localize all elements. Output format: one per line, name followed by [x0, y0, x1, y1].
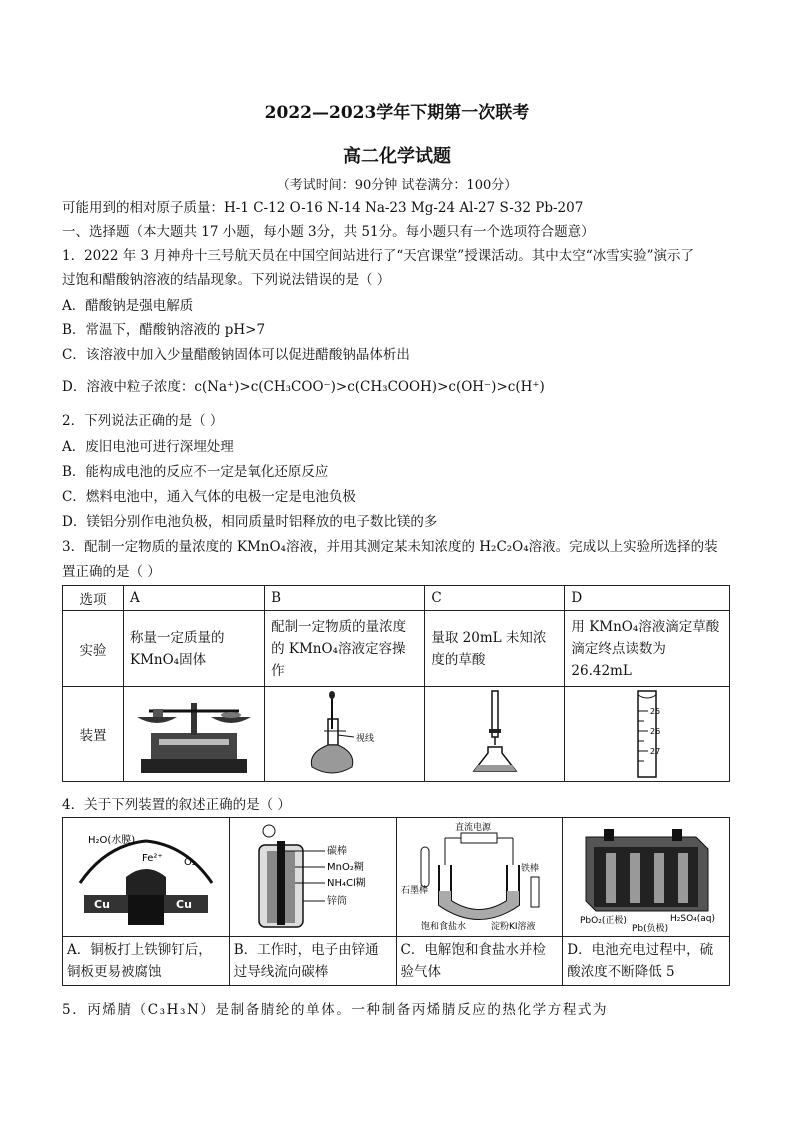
q4-fig-dry-cell — [233, 821, 393, 933]
q3-fig-volumetric-flask — [265, 687, 425, 782]
q4-fig-c-cell — [396, 818, 563, 937]
pbo2-label: PbO₂(正极) — [580, 916, 627, 926]
cu-label-left: Cu — [93, 898, 110, 911]
burette-scale-figure — [582, 689, 712, 779]
h2so4-label: H₂SO₄(aq) — [670, 914, 716, 924]
q2-option-b: B．能构成电池的反应不一定是氧化还原反应 — [62, 464, 329, 480]
volumetric-flask-figure — [280, 689, 410, 779]
q4-fig-lead-battery — [566, 821, 726, 933]
zinc-can-label: 锌筒 — [326, 896, 347, 907]
nh4cl-label: NH₄Cl糊 — [326, 878, 366, 889]
q1-stem-line1: 1．2022 年 3 月神舟十三号航天员在中国空间站进行了“天宫课堂”授课活动。其中太空“冰雪实验”演示了 — [62, 248, 695, 264]
q4-option-c: C．电解饱和食盐水并检验气体 — [396, 937, 563, 986]
section-heading: 一、选择题（本大题共 17 小题，每小题 3分，共 51分。每小题只有一个选项符合题意） — [62, 224, 595, 240]
graphite-label: 石墨棒 — [401, 886, 429, 896]
q3-stem-line2: 置正确的是（ ） — [62, 564, 161, 580]
pb-label: Pb(负极) — [632, 924, 669, 933]
exam-subject-title: 高二化学试题 — [343, 146, 451, 167]
water-film-label: H₂O(水膜) — [87, 835, 136, 846]
q4-option-d: D．电池充电过程中，硫酸浓度不断降低 5 — [563, 937, 730, 986]
q2-option-c: C．燃料电池中，通入气体的电极一定是电池负极 — [62, 489, 356, 505]
q3-option-c-header: C — [425, 586, 565, 611]
q4-table — [62, 817, 730, 986]
cu-label-right: Cu — [175, 898, 192, 911]
q1-option-d: D．溶液中粒子浓度：c(Na⁺)>c(CH₃COO⁻)>c(CH₃COOH)>c(OH⁻)>c(H⁺) — [62, 379, 545, 395]
fe-ion-label: Fe²⁺ — [141, 853, 163, 864]
ki-solution-label: 淀粉KI溶液 — [491, 922, 536, 932]
q3-table — [62, 585, 730, 782]
sightline-label: 视线 — [355, 734, 374, 744]
q1-option-b: B．常温下，醋酸钠溶液的 pH>7 — [62, 322, 266, 338]
q1-option-a: A．醋酸钠是强电解质 — [62, 298, 194, 314]
q3-exp-a: 称量一定质量的 KMnO₄固体 — [124, 611, 265, 687]
q2-stem: 2．下列说法正确的是（ ） — [62, 413, 224, 429]
q4-stem: 4．关于下列装置的叙述正确的是（ ） — [62, 797, 291, 813]
q4-option-a: A．铜板打上铁铆钉后，铜板更易被腐蚀 — [63, 937, 230, 986]
q2-option-d: D．镁铝分别作电池负极，相同质量时铝释放的电子数比镁的多 — [62, 514, 438, 530]
q3-option-b-header: B — [265, 586, 425, 611]
q4-fig-b-cell — [229, 818, 396, 937]
balance-figure — [129, 689, 259, 779]
q3-exp-c: 量取 20mL 未知浓度的草酸 — [425, 611, 565, 687]
q3-exp-d: 用 KMnO₄溶液滴定草酸滴定终点读数为 26.42mL — [565, 611, 730, 687]
q3-fig-burette-reading — [565, 687, 730, 782]
iron-rod-label: 铁棒 — [521, 864, 540, 874]
tick-25: 25 — [650, 707, 661, 716]
q3-row-apparatus: 装置 — [63, 687, 124, 782]
q4-fig-electrolysis — [399, 821, 559, 933]
q5-stem: 5．丙烯腈（C₃H₃N）是制备腈纶的单体。一种制备丙烯腈反应的热化学方程式为 — [62, 1002, 609, 1018]
q4-option-b: B．工作时，电子由锌通过导线流向碳棒 — [229, 937, 396, 986]
q3-fig-balance — [124, 687, 265, 782]
tick-27: 27 — [650, 747, 661, 756]
q3-fig-burette — [425, 687, 565, 782]
q3-exp-b: 配制一定物质的量浓度的 KMnO₄溶液定容操作 — [265, 611, 425, 687]
carbon-rod-label: 碳棒 — [326, 846, 347, 857]
q4-fig-a-cell — [63, 818, 230, 937]
q4-fig-d-cell — [563, 818, 730, 937]
mno2-label: MnO₂糊 — [326, 862, 364, 873]
q3-stem-line1: 3．配制一定物质的量浓度的 KMnO₄溶液，并用其测定某未知浓度的 H₂C₂O₄溶液。完成以上实验所选择的装 — [62, 539, 718, 555]
tick-26: 26 — [650, 727, 661, 736]
q4-fig-corrosion — [66, 821, 226, 933]
q3-row-experiment: 实验 — [63, 611, 124, 687]
o2-label: O₂ — [183, 857, 196, 868]
power-label: 直流电源 — [455, 823, 492, 833]
burette-figure — [430, 689, 560, 779]
q2-option-a: A．废旧电池可进行深埋处理 — [62, 439, 234, 455]
brine-label: 饱和食盐水 — [421, 922, 467, 932]
exam-info: （考试时间：90分钟 试卷满分：100分） — [276, 178, 518, 193]
q3-col-label: 选项 — [63, 586, 124, 611]
atomic-masses: 可能用到的相对原子质量：H-1 C-12 O-16 N-14 Na-23 Mg-24 Al-27 S-32 Pb-207 — [62, 200, 584, 216]
exam-title: 2022—2023学年下期第一次联考 — [264, 103, 530, 123]
q3-option-a-header: A — [124, 586, 265, 611]
q1-stem-line2: 过饱和醋酸钠溶液的结晶现象。下列说法错误的是（ ） — [62, 272, 391, 288]
q3-option-d-header: D — [565, 586, 730, 611]
q1-option-c: C．该溶液中加入少量醋酸钠固体可以促进醋酸钠晶体析出 — [62, 347, 410, 363]
